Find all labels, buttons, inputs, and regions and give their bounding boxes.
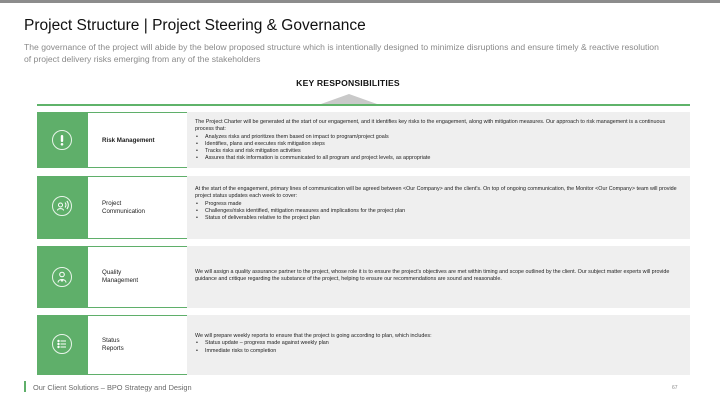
- row-label-line: Reports: [102, 345, 124, 353]
- bullet-list: [195, 340, 682, 355]
- row-intro-text: At the start of the engagement, primary lines of communication will be agreed between <Our Company> and the client's. On top of ongoing communication, the Monitor <Our Company> team will provide project status updates each week to cover:: [195, 186, 677, 200]
- bullet-item: • Identifies, plans and executes risk mitigation steps: [195, 141, 682, 148]
- row-quality-management: [37, 246, 690, 308]
- section-heading: KEY RESPONSIBILITIES: [296, 78, 400, 88]
- bullet-list: [195, 134, 682, 163]
- heading-divider: [37, 104, 690, 106]
- bullet-item: • Immediate risks to completion: [195, 348, 682, 355]
- bullet-item: • Analyzes risks and prioritizes them based on impact to program/project goals: [195, 134, 682, 141]
- bullet-item: • Progress made: [195, 201, 682, 208]
- row-icon-cell: [37, 246, 88, 308]
- report-list-icon: [52, 334, 72, 354]
- row-label-line: Quality: [102, 269, 122, 276]
- row-intro-text: The Project Charter will be generated at the start of our engagement, and it identifies key risks to the engagement, along with mitigation measures. Our approach to risk management is a continuous process that:: [195, 119, 666, 133]
- row-icon-cell: [37, 112, 88, 168]
- bullet-item: • Challenges/risks identified, mitigation measures and implications for the project plan: [195, 208, 682, 215]
- row-description-cell: [187, 112, 690, 168]
- bullet-item: • Assures that risk information is communicated to all program and project levels, as appropriate: [195, 155, 682, 162]
- row-label-line: Management: [102, 277, 139, 285]
- row-risk-management: [37, 112, 690, 168]
- row-icon-cell: [37, 176, 88, 239]
- footer-text: Our Client Solutions – BPO Strategy and Design: [33, 382, 192, 392]
- row-label-line: Status: [102, 337, 120, 344]
- row-status-reports: [37, 315, 690, 375]
- row-description-cell: [187, 176, 690, 239]
- row-intro-text: We will prepare weekly reports to ensure that the project is going according to plan, which includes:: [195, 333, 432, 339]
- row-description-cell: [187, 315, 690, 375]
- page-title: Project Structure | Project Steering & Governance: [24, 17, 366, 34]
- top-accent-bar: [0, 0, 720, 3]
- communication-icon: [52, 196, 72, 216]
- row-project-communication: [37, 176, 690, 239]
- row-intro-text: We will assign a quality assurance partner to the project, whose role it is to ensure the project's objectives are met within timing and scope outlined by the client. Our subject matter experts will provide guidance and critique regarding the substance of the project, helping to ensure our recommendations are sound and reasonable.: [195, 269, 670, 283]
- row-label-line: Project: [102, 200, 122, 207]
- row-label-line: Communication: [102, 208, 145, 216]
- page-subtitle: The governance of the project will abide by the below proposed structure which is intentionally designed to minimize disruptions and ensure timely & reactive resolution of project delivery risks emerging from any of the stakeholders: [24, 42, 659, 64]
- bullet-list: [195, 201, 682, 223]
- row-icon-cell: [37, 315, 88, 375]
- bullet-item: • Status of deliverables relative to the project plan: [195, 215, 682, 222]
- exclamation-icon: [52, 130, 72, 150]
- footer-accent-bar: [24, 381, 26, 392]
- row-description-cell: [187, 246, 690, 308]
- quality-person-icon: [52, 267, 72, 287]
- bullet-item: • Status update – progress made against weekly plan: [195, 340, 682, 347]
- row-label-line: Risk Management: [102, 137, 155, 144]
- page-number: 67: [672, 385, 678, 391]
- bullet-item: • Tracks risks and risk mitigation activities: [195, 148, 682, 155]
- heading-pointer: [321, 94, 377, 104]
